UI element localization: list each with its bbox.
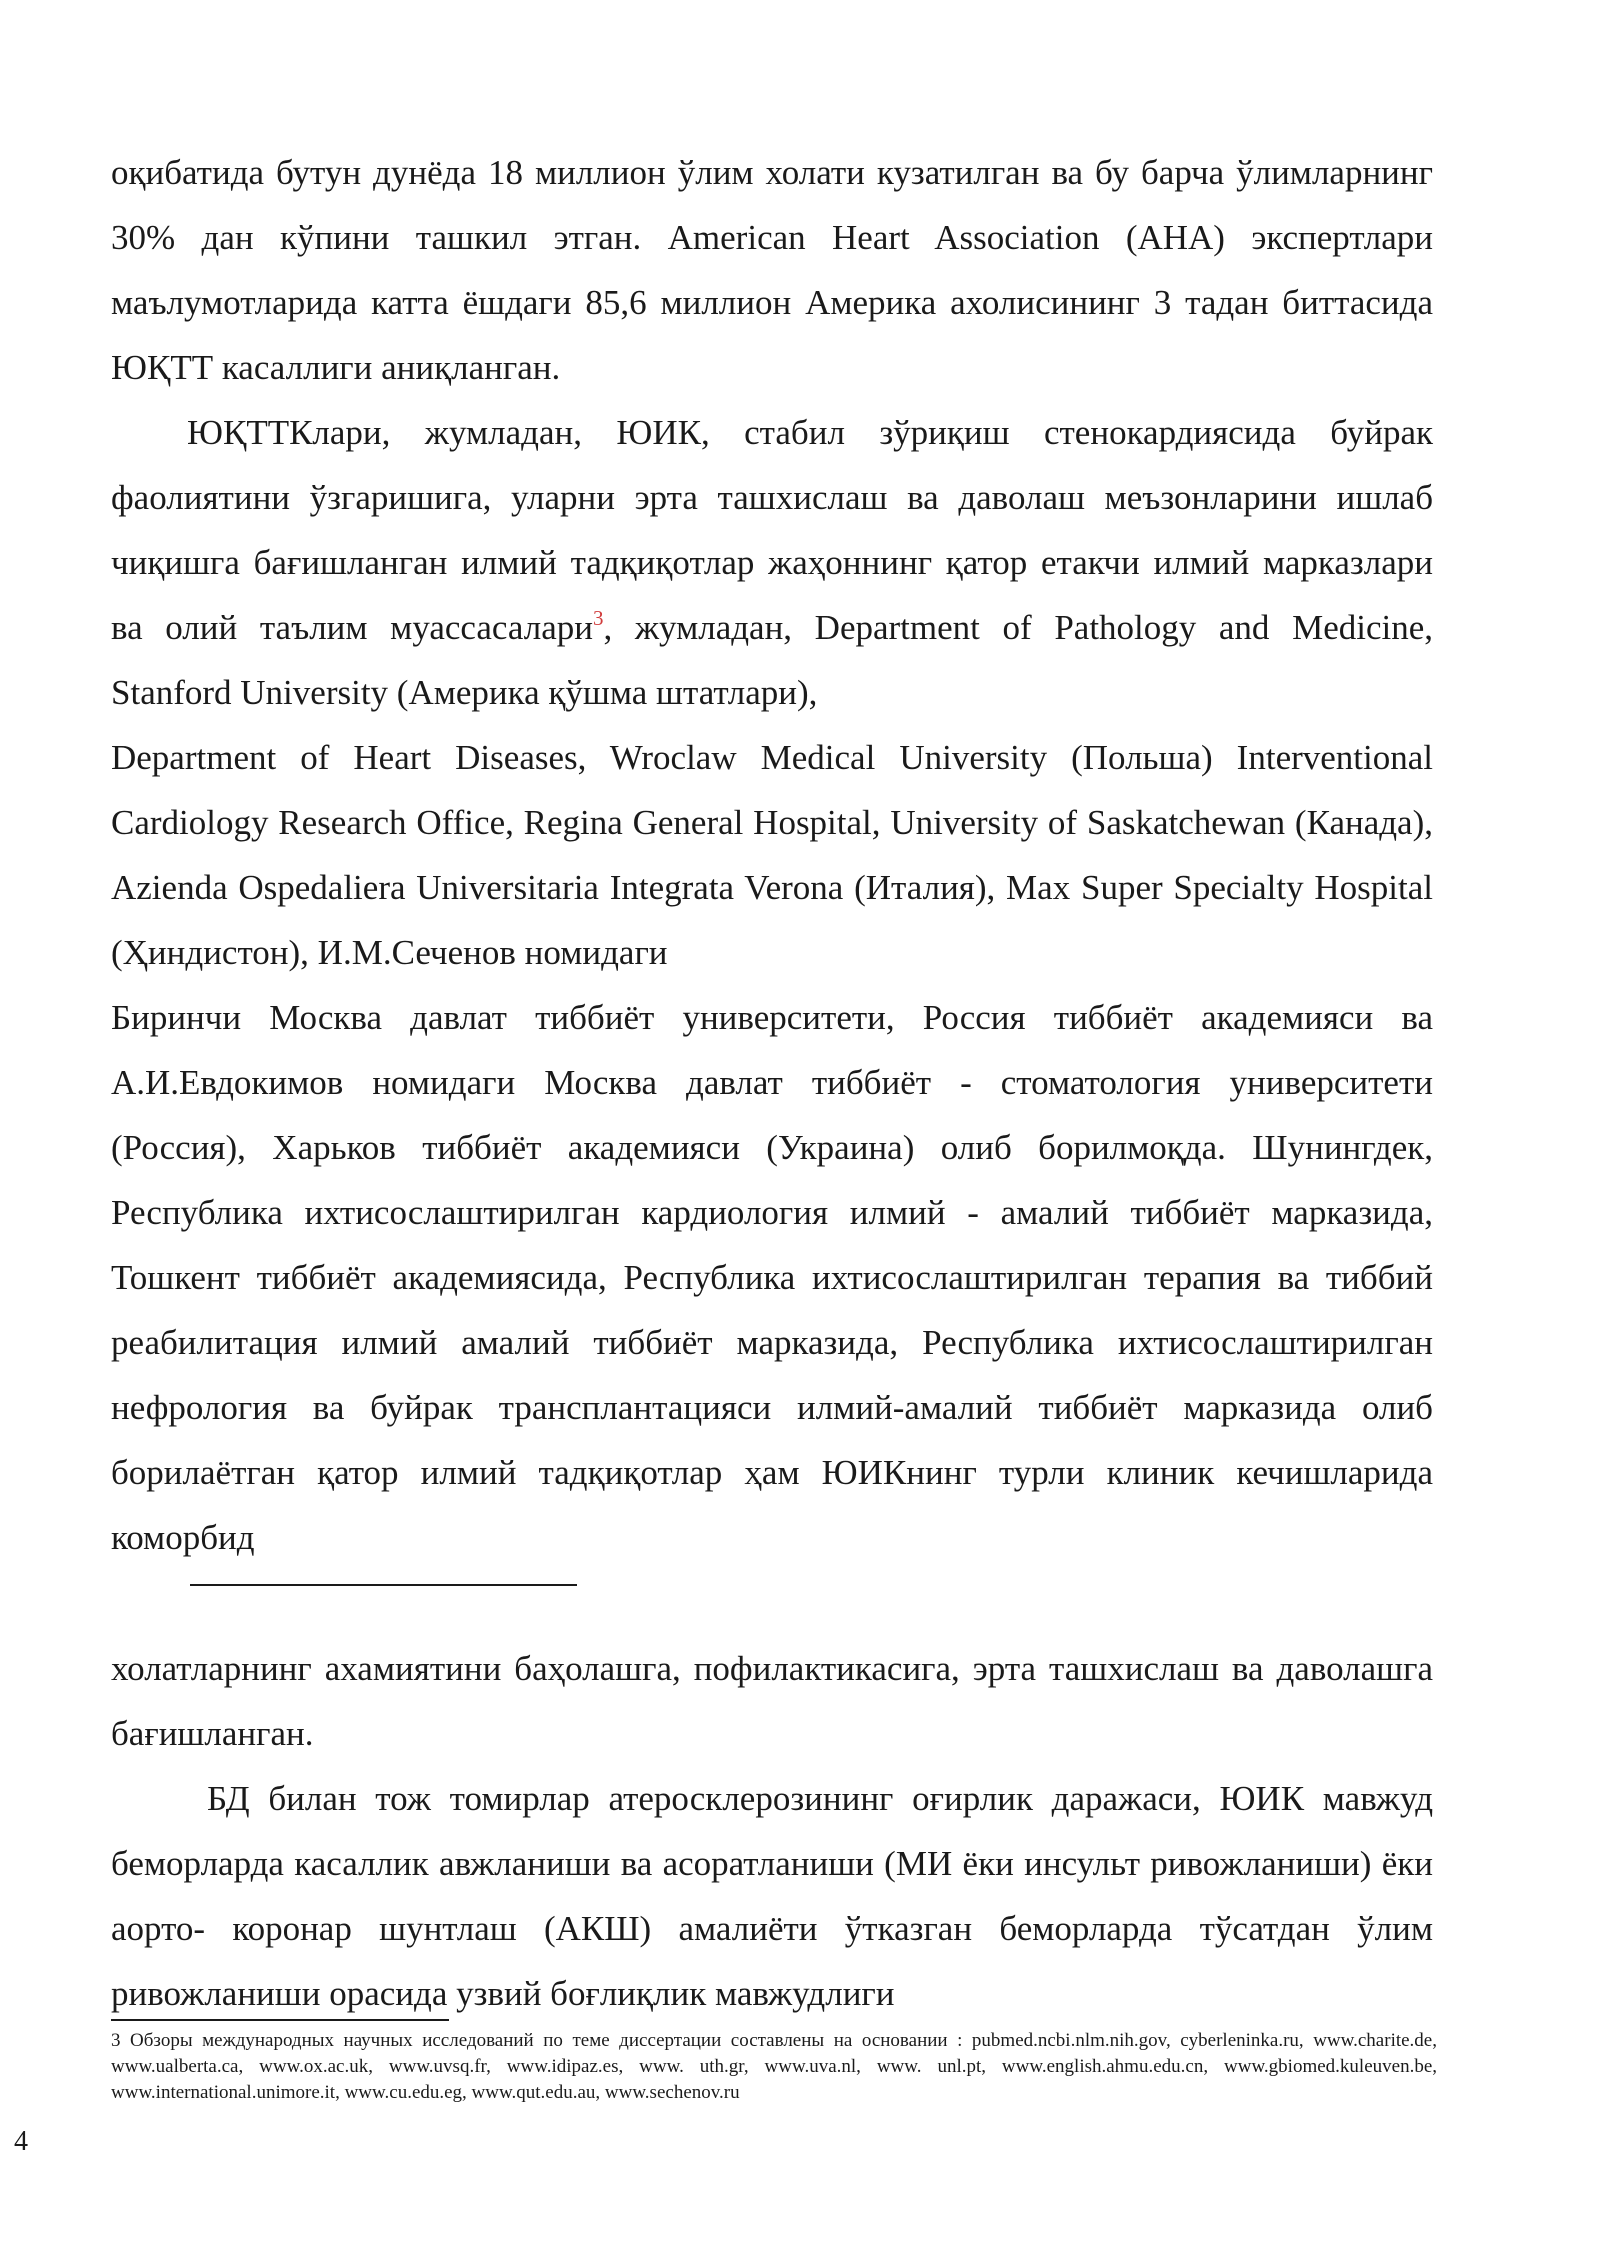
main-text-lower [111, 1636, 1433, 2026]
paragraph-6: БД билан тож томирлар атеросклерозининг оғирлик даражаси, ЮИК мавжуд беморларда касаллик авжланиши ва асоратланиши (МИ ёки инсульт ривожланиши) ёки аорто- коронар шунтлаш (АКШ) амалиёти ўтказган беморларда тўсатдан ўлим ривожланиши орасида узвий боғлиқлик мавжудлиги [111, 1779, 1433, 2013]
paragraph-2 [111, 400, 1433, 725]
paragraph-3: Department of Heart Diseases, Wroclaw Medical University (Польша) Interventional Cardiology Research Office, Regina General Hospital, University of Saskatchewan (Канада), Azienda Ospedaliera Universitaria Integrata Verona (Италия), Max Super Specialty Hospital (Ҳиндистон), И.М.Сеченов номидаги [111, 738, 1433, 972]
paragraph-1: оқибатида бутун дунёда 18 миллион ўлим холати кузатилган ва бу барча ўлимларнинг 30% дан кўпини ташкил этган. American Heart Association (AHA) экспертлари маълумотларида катта ёшдаги 85,6 миллион Америка ахолисининг 3 тадан биттасида ЮҚТТ касаллиги аниқланган. [111, 153, 1433, 387]
footnote: 3 Обзоры международных научных исследований по теме диссертации составлены на основании : pubmed.ncbi.nlm.nih.gov, cyberleninka.ru, www.charite.de, www.ualberta.ca, www.ox.ac.uk, www.uvsq.fr, www.idipaz.es, www. uth.gr, www.uva.nl, www. unl.pt, www.english.ahmu.edu.cn, www.gbiomed.kuleuven.be, www.international.unimore.it, www.cu.edu.eg, www.qut.edu.au, www.sechenov.ru [111, 2030, 1437, 2103]
paragraph-2-text-continued: , жумладан, Department of Pathology and Medicine, Stanford University (Америка қўшма штатлари), [111, 608, 1433, 712]
main-text-upper [111, 140, 1433, 1570]
page-number: 4 [14, 2126, 28, 2157]
footnote-reference[interactable]: 3 [592, 606, 604, 630]
section-separator-line [190, 1584, 577, 1586]
paragraph-4: Биринчи Москва давлат тиббиёт университети, Россия тиббиёт академияси ва А.И.Евдокимов номидаги Москва давлат тиббиёт - стоматология университети (Россия), Харьков тиббиёт академияси (Украина) олиб борилмоқда. Шунингдек, Республика ихтисослаштирилган кардиология илмий - амалий тиббиёт марказида, Тошкент тиббиёт академиясида, Республика ихтисослаштирилган терапия ва тиббий реабилитация илмий амалий тиббиёт марказида, Республика ихтисослаштирилган нефрология ва буйрак трансплантацияси илмий-амалий тиббиёт марказида олиб борилаётган қатор илмий тадқиқотлар ҳам ЮИКнинг турли клиник кечишларида коморбид [111, 998, 1433, 1557]
paragraph-2-text: ЮҚТТКлари, жумладан, ЮИК, стабил зўриқиш стенокардиясида буйрак фаолиятини ўзгаришига, уларни эрта ташхислаш ва даволаш меъзонларини ишлаб чиқишга бағишланган илмий тадқиқотлар жаҳоннинг қатор етакчи илмий марказлари ва олий таълим муассасалари [111, 413, 1433, 647]
footnote-separator-line [111, 2019, 449, 2021]
paragraph-5: холатларнинг ахамиятини баҳолашга, пофилактикасига, эрта ташхислаш ва даволашга бағишланган. [111, 1649, 1433, 1753]
